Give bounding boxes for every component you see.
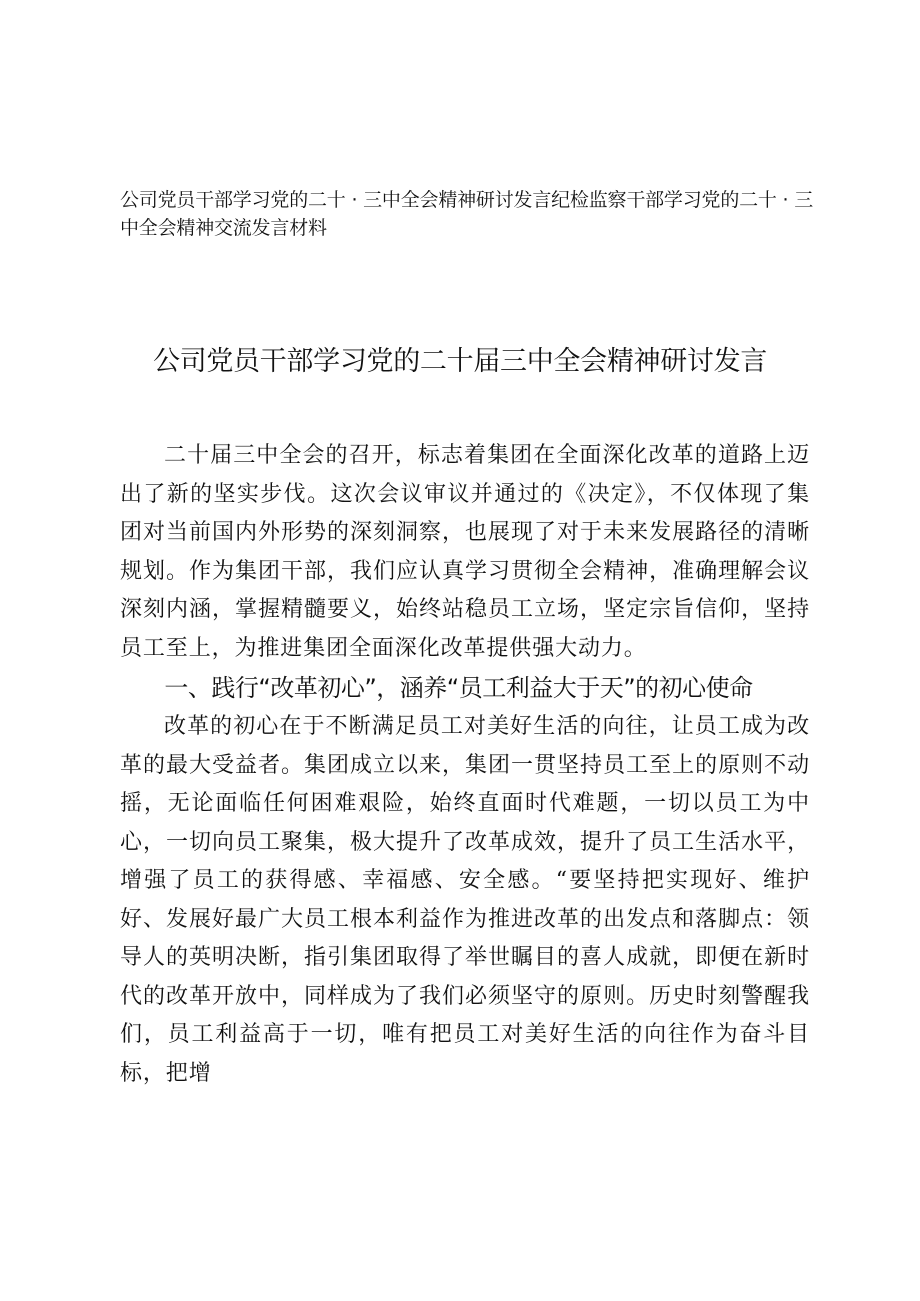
paragraph-section-1: 改革的初心在于不断满足员工对美好生活的向往，让员工成为改革的最大受益者。集团成立以来，集团一贯坚持员工至上的原则不动摇，无论面临任何困难艰险，始终直面时代难题，一切以员工为中心，一切向员工聚集，极大提升了改革成效，提升了员工生活水平，增强了员工的获得感、幸福感、安全感。“要坚持把实现好、维护好、发展好最广大员工根本利益作为推进改革的出发点和落脚点：领导人的英明决断，指引集团取得了举世瞩目的喜人成就，即便在新时代的改革开放中，同样成为了我们必须坚守的原则。历史时刻警醒我们，员工利益高于一切，唯有把员工对美好生活的向往作为奋斗目标，把增 (120, 714, 810, 1086)
document-header-title: 公司党员干部学习党的二十 · 三中全会精神研讨发言纪检监察干部学习党的二十 · 三中全会精神交流发言材料 (120, 189, 814, 239)
document-body (120, 437, 810, 1093)
section-heading-1: 一、践行“改革初心”，涵养“员工利益大于天”的初心使命 (164, 674, 753, 702)
paragraph-intro: 二十届三中全会的召开，标志着集团在全面深化改革的道路上迈出了新的坚实步伐。这次会议审议并通过的《决定》，不仅体现了集团对当前国内外形势的深刻洞察，也展现了对于未来发展路径的清晰规划。作为集团干部，我们应认真学习贯彻全会精神，准确理解会议深刻内涵，掌握精髓要义，始终站稳员工立场，坚定宗旨信仰，坚持员工至上，为推进集团全面深化改革提供强大动力。 (120, 443, 810, 661)
document-title: 公司党员干部学习党的二十届三中全会精神研讨发言 (152, 346, 768, 377)
